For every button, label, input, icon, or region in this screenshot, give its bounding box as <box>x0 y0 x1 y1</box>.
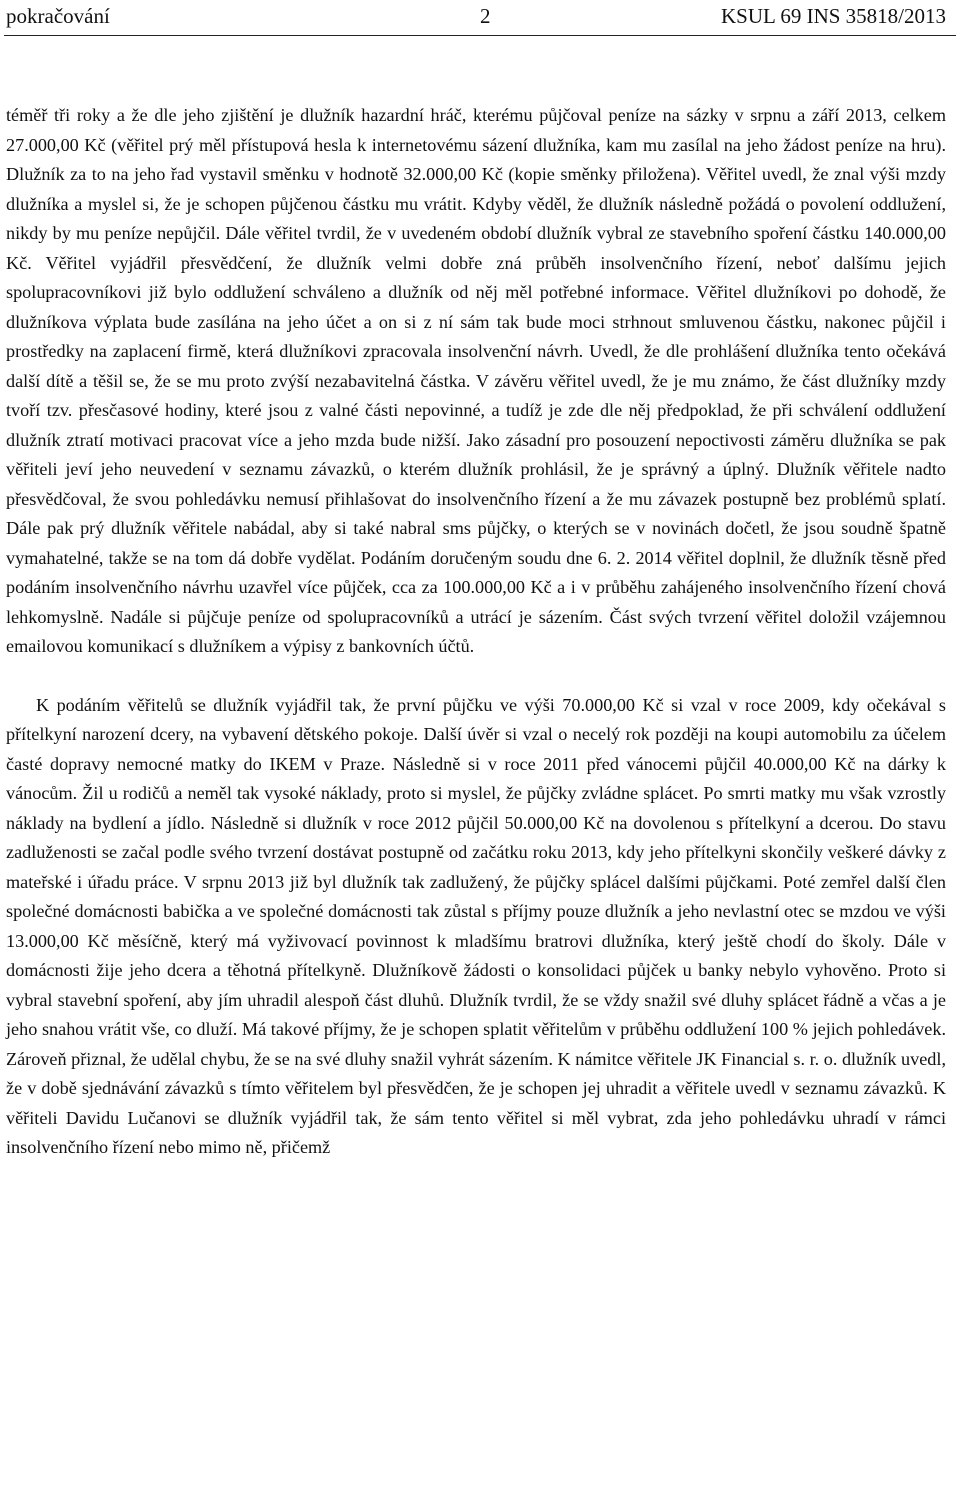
continuation-label: pokračování <box>6 4 110 28</box>
paragraph-creditor-statement: téměř tři roky a že dle jeho zjištění je dlužník hazardní hráč, kterému půjčoval peníze na sázky v srpnu a září 2013, celkem 27.000,00 Kč (věřitel prý měl přístupová hesla k internetovému sázení dlužníka, kam mu zasílal na jeho žádost peníze na hru). Dlužník za to na jeho řad vystavil směnku v hodnotě 32.000,00 Kč (kopie směnky přiložena). Věřitel uvedl, že znal výši mzdy dlužníka a myslel si, že je schopen půjčenou částku mu vrátit. Kdyby věděl, že dlužník následně požádá o povolení oddlužení, nikdy by mu peníze nepůjčil. Dále věřitel tvrdil, že v uvedeném období dlužník vybral ze stavebního spoření částku 140.000,00 Kč. Věřitel vyjádřil přesvědčení, že dlužník velmi dobře zná průběh insolvenčního řízení, neboť dalšímu jejich spolupracovníkovi již bylo oddlužení schváleno a dlužník od něj měl potřebné informace. Věřitel dlužníkovi po dohodě, že dlužníkova výplata bude zasílána na jeho účet a on si z ní sám tak bude moci strhnout smluvenou částku, nakonec půjčil i prostředky na zaplacení firmě, která dlužníkovi zpracovala insolvenční návrh. Uvedl, že dle prohlášení dlužníka tento očekává další dítě a těšil se, že se mu proto zvýší nezabavitelná částka. V závěru věřitel uvedl, že je mu známo, že část dlužníky mzdy tvoří tzv. přesčasové hodiny, které jsou z valné části nepovinné, a tudíž je zde dle něj předpoklad, že při schválení oddlužení dlužník ztratí motivaci pracovat více a jeho mzda bude nižší. Jako zásadní pro posouzení nepoctivosti záměru dlužníka se pak věřiteli jeví jeho neuvedení v seznamu závazků, o kterém dlužník prohlásil, že je správný a úplný. Dlužník věřitele nadto přesvědčoval, že svou pohledávku nemusí přihlašovat do insolvenčního řízení a že mu závazek postupně bez problémů splatí. Dále pak prý dlužník věřitele nabádal, aby si také nabral sms půjčky, o kterých se v novinách dočetl, že jsou soudně špatně vymahatelné, takže se na tom dá dobře vydělat. Podáním doručeným soudu dne 6. 2. 2014 věřitel doplnil, že dlužník těsně před podáním insolvenčního návrhu uzavřel více půjček, cca za 100.000,00 Kč a i v průběhu zahájeného insolvenčního řízení chová lehkomyslně. Nadále si půjčuje peníze od spolupracovníků a utrácí je sázením. Část svých tvrzení věřitel doložil vzájemnou emailovou komunikací s dlužníkem a výpisy z bankovních účtů. <box>6 105 946 656</box>
case-number: KSUL 69 INS 35818/2013 <box>721 4 946 28</box>
page-number: 2 <box>480 4 491 28</box>
header-divider <box>4 35 956 36</box>
paragraph-debtor-response: K podáním věřitelů se dlužník vyjádřil tak, že první půjčku ve výši 70.000,00 Kč si vzal v roce 2009, kdy očekával s přítelkyní narození dcery, na vybavení dětského pokoje. Další úvěr si vzal o necelý rok později na koupi automobilu za účelem časté dopravy nemocné matky do IKEM v Praze. Následně si v roce 2011 před vánocemi půjčil 40.000,00 Kč na dárky k vánocům. Žil u rodičů a neměl tak vysoké náklady, proto si myslel, že půjčky zvládne splácet. Po smrti matky mu však vzrostly náklady na bydlení a jídlo. Následně si dlužník v roce 2012 půjčil 50.000,00 Kč na dovolenou s přítelkyní a dcerou. Do stavu zadluženosti se začal podle svého tvrzení dostávat postupně od začátku roku 2013, kdy jeho přítelkyni skončily veškeré dávky z mateřské i úřadu práce. V srpnu 2013 již byl dlužník tak zadlužený, že půjčky splácel dalšími půjčkami. Poté zemřel další člen společné domácnosti babička a ve společné domácnosti tak zůstal s příjmy pouze dlužník a jeho nevlastní otec se mzdou ve výši 13.000,00 Kč měsíčně, který má vyživovací povinnost k mladšímu bratrovi dlužníka, který ještě chodí do školy. Dále v domácnosti žije jeho dcera a těhotná přítelkyně. Dlužníkově žádosti o konsolidaci půjček u banky nebylo vyhověno. Proto si vybral stavební spoření, aby jím uhradil alespoň část dluhů. Dlužník tvrdil, že se vždy snažil své dluhy splácet řádně a včas a je jeho snahou vrátit vše, co dluží. Má takové příjmy, že je schopen splatit věřitelům v průběhu oddlužení 100 % jejich pohledávek. Zároveň přiznal, že udělal chybu, že se na své dluhy snažil vyhrát sázením. K námitce věřitele JK Financial s. r. o. dlužník uvedl, že v době sjednávání závazků s tímto věřitelem byl přesvědčen, že je schopen jej uhradit a věřitele uvedl v seznamu závazků. K věřiteli Davidu Lučanovi se dlužník vyjádřil tak, že sám tento věřitel si měl vybrat, zda jeho pohledávku uhradí v rámci insolvenčního řízení nebo mimo ně, přičemž <box>6 694 946 1157</box>
page-header <box>6 2 946 32</box>
document-body <box>6 101 946 1163</box>
